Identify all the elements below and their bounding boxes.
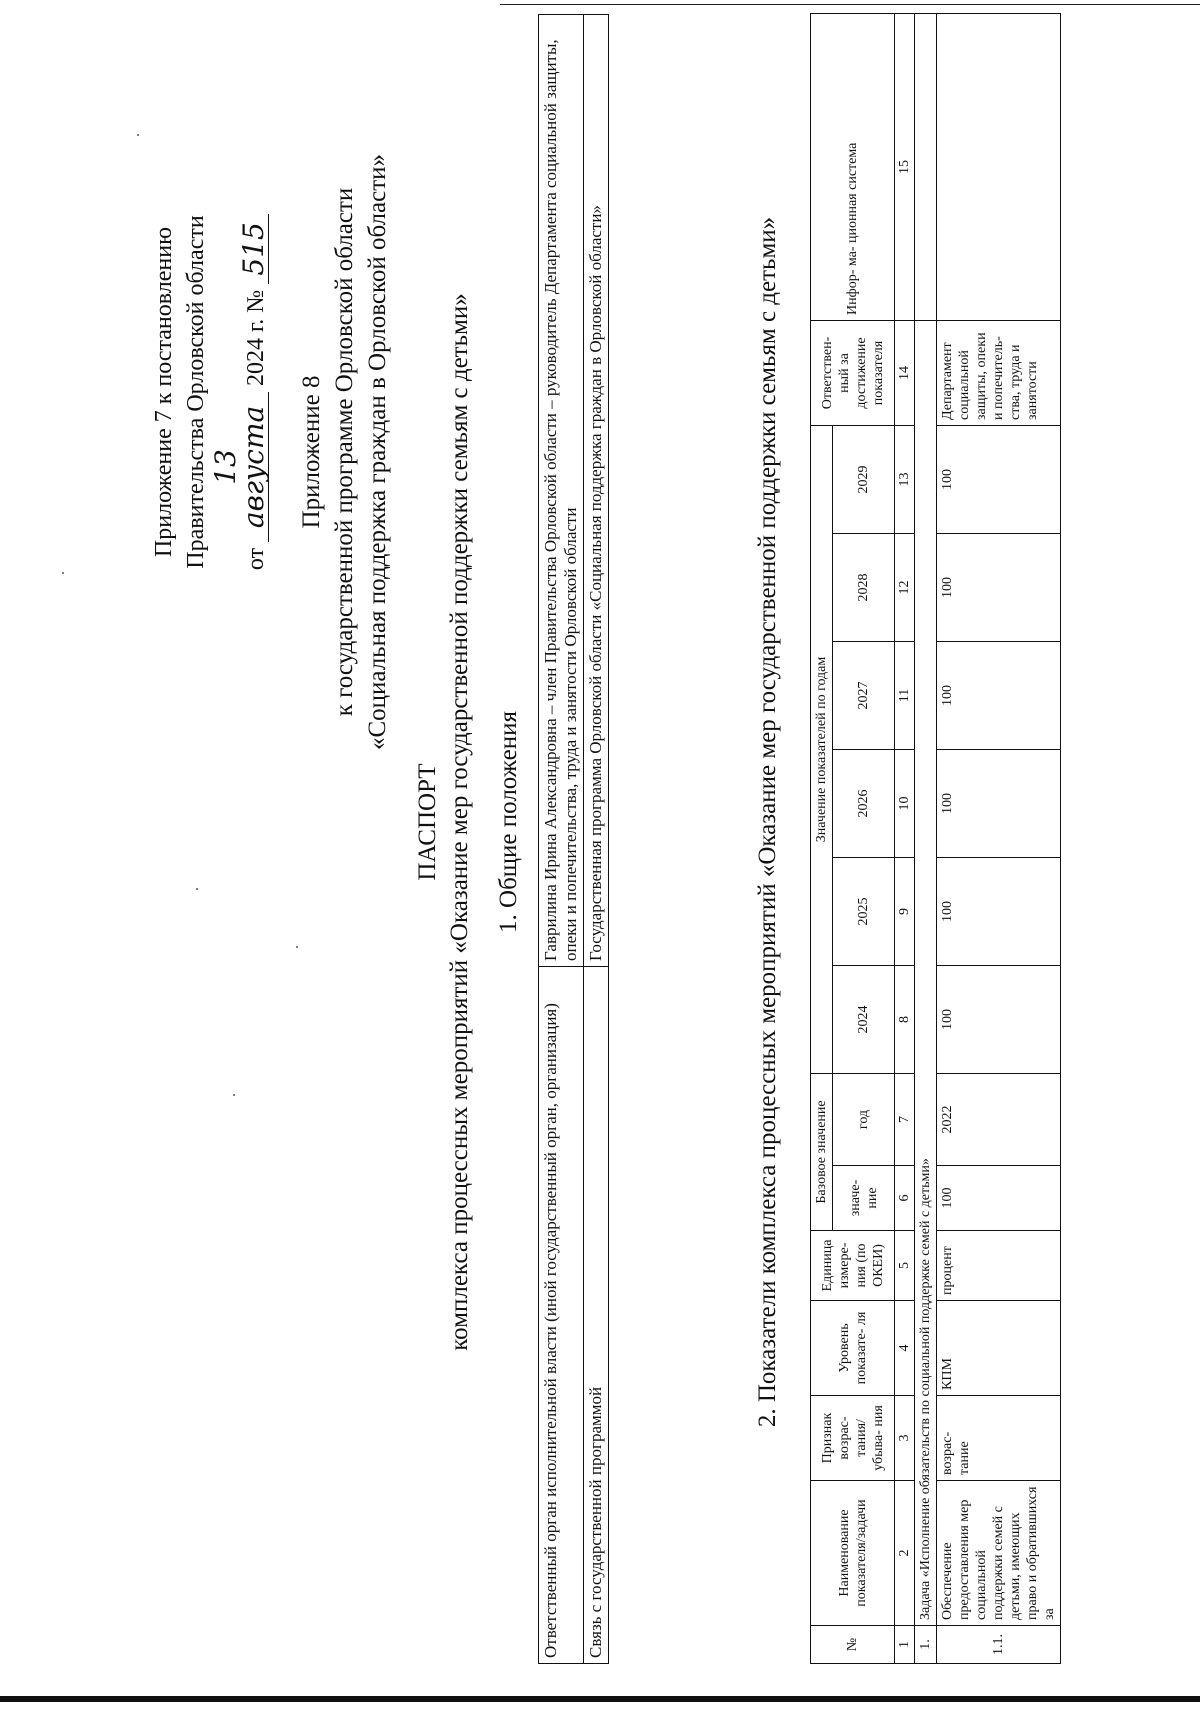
appendix8-line: Приложение 8 [298,375,325,529]
row-value: 100 [937,641,1061,749]
general-info-table [538,14,609,1664]
col-number: 4 [895,1301,915,1396]
handwritten-date: 13 августа [212,392,269,542]
program-name-line: «Социальная поддержка граждан в Орловской области» [364,153,391,751]
col-number: 13 [895,425,915,533]
col-number: 5 [895,1231,915,1301]
appendix7-line: Приложение 7 к постановлению [151,226,177,558]
program-link-label: Связь с государственной программой [584,967,609,1664]
table-row [937,13,1061,1663]
government-line: Правительства Орловской области [183,215,209,569]
appendix-header [148,157,272,627]
section1-heading: 1. Общие положения [495,711,522,933]
col-number: 2 [895,1481,915,1626]
header-info-system: Инфор- ма- ционная система [811,13,895,320]
table-row [584,15,609,1664]
header-base-value: значе- ние [833,1166,895,1231]
col-number: 12 [895,533,915,641]
header-name: Наименование показателя/задачи [811,1481,895,1626]
scan-edge-bottom [0,1696,1200,1702]
handwritten-number: 515 [240,214,269,284]
row-value: 100 [937,749,1061,857]
header-unit: Единица измере- ния (по ОКЕИ) [811,1231,895,1301]
col-number: 14 [895,320,915,425]
program-line: к государственной программе Орловской области [331,187,358,717]
header-by-years: Значение показателей по годам [811,425,833,1073]
row-unit: процент [937,1231,1061,1301]
row-value: 100 [937,965,1061,1073]
col-number: 1 [895,1626,915,1664]
header-year: 2028 [833,533,895,641]
table-row [539,15,584,1664]
row-value: 100 [937,425,1061,533]
row-no: 1.1. [937,1626,1061,1664]
header-year: 2027 [833,641,895,749]
col-number: 3 [895,1396,915,1481]
responsible-label: Ответственный орган исполнительной власти (иной государственный орган, организация) [539,967,584,1664]
col-number: 9 [895,857,915,965]
responsible-value: Гаврилина Ирина Александровна – член Правительства Орловской области – руководитель Департамента социальной защиты, опеки и попечительства, труда и занятости Орловской области [539,15,584,967]
header-base-year: год [833,1073,895,1165]
section2-heading: 2. Показатели комплекса процессных мероприятий «Оказание мер государственной поддержки семьям с детьми» [754,216,781,1428]
row-value: 100 [937,533,1061,641]
title-main: ПАСПОРТ [414,763,441,881]
task-no: 1. [915,1626,937,1664]
header-no: № [811,1626,895,1664]
row-info-system [937,13,1061,320]
task-empty [915,13,937,320]
header-base: Базовое значение [811,1073,833,1230]
row-sign: возрас- тание [937,1396,1061,1481]
header-level: Уровень показате- ля [811,1301,895,1396]
col-number: 6 [895,1166,915,1231]
passport-title [412,12,476,1632]
indicators-table [810,13,1061,1664]
column-numbers-row [895,13,915,1663]
header-year: 2024 [833,965,895,1073]
row-value: 100 [937,857,1061,965]
col-number: 11 [895,641,915,749]
row-level: КПМ [937,1301,1061,1396]
header-row [811,13,833,1663]
row-base-value: 100 [937,1166,1061,1231]
col-number: 8 [895,965,915,1073]
row-name: Обеспечение предоставления мер социальной поддержки семей с детьми, имеющих право и обратившихся за [937,1481,1061,1626]
title-sub: комплекса процессных мероприятий «Оказание мер государственной поддержки семьям с детьми» [446,293,473,1351]
row-responsible: Департамент социальной защиты, опеки и попечитель- ства, труда и занятости [937,320,1061,425]
task-row [915,13,937,1663]
program-link-value: Государственная программа Орловской области «Социальная поддержка граждан в Орловской области» [584,15,609,967]
header-sign: Признак возрас- тания/ убыва- ния [811,1396,895,1481]
col-number: 7 [895,1073,915,1165]
header-year: 2025 [833,857,895,965]
header-year: 2026 [833,749,895,857]
col-number: 15 [895,13,915,320]
date-line: от 13 августа 2024 г. № 515 [212,157,272,627]
header-responsible: Ответствен- ный за достижение показателя [811,320,895,425]
row-base-year: 2022 [937,1073,1061,1165]
header-year: 2029 [833,425,895,533]
task-text: Задача «Исполнение обязательств по социальной поддержке семей с детьми» [915,320,937,1625]
program-header [295,62,394,842]
col-number: 10 [895,749,915,857]
